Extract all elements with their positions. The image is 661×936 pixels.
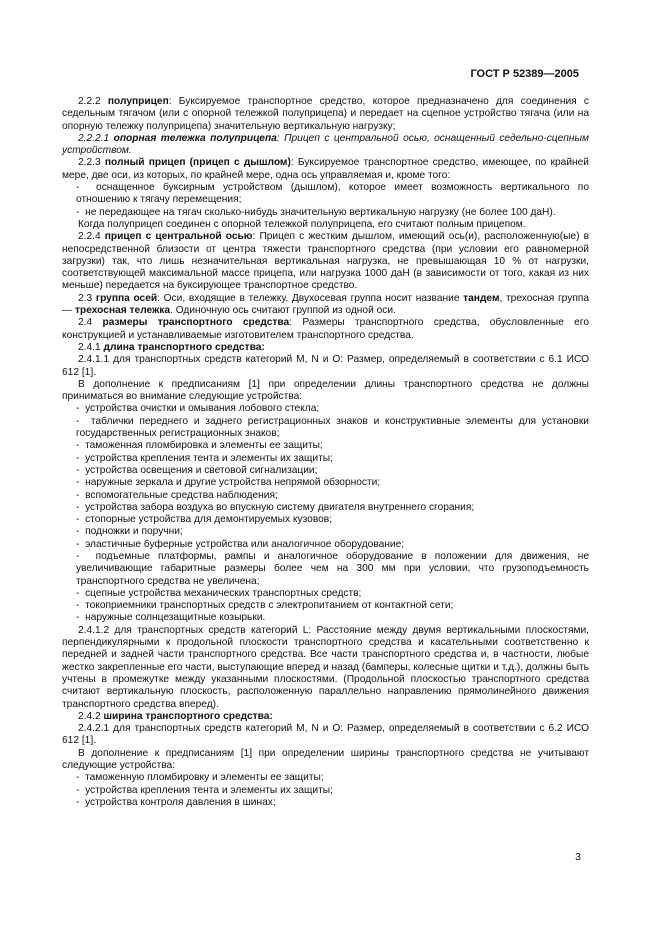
document-body [62, 96, 589, 809]
text-run: 2.2.2 [78, 96, 108, 107]
list-item [62, 453, 589, 465]
term-emphasis: полуприцеп [107, 96, 169, 107]
text-run: устройства освещения и световой сигнализации; [85, 464, 318, 476]
list-item [62, 526, 589, 538]
paragraph [62, 231, 589, 292]
list-item [62, 477, 589, 489]
paragraph [62, 379, 589, 404]
text-run: . Одиночную ось считают группой из одной оси. [170, 305, 396, 317]
text-run: 2.4.1.2 для транспортных средств категорий L: Расстояние между двумя вертикальными плоскостями, перпендикулярными к продольной плоскости транспортного средства и касательными соответственно к передней и задней части транспортного средства. Все части транспортного средства и, в частности, любые жестко закрепленные его части, выступающие вперед и назад (бамперы, колесные щитки и т.д.), должны быть учтены в промежутке между указанными плоскостями. (Продольной плоскостью транспортного средства считают вертикальную плоскость, расположенную параллельно направлению прямолинейного движения транспортного средства вперед). [62, 624, 589, 710]
text-run: подножки и поручни; [85, 526, 183, 538]
text-run: эластичные буферные устройства или аналогичное оборудование; [85, 538, 405, 550]
paragraph [62, 354, 589, 379]
paragraph [62, 723, 589, 748]
text-run: наружные солнцезащитные козырьки. [85, 612, 266, 624]
text-run: стопорные устройства для демонтируемых кузовов; [85, 514, 333, 526]
text-run: : Буксируемое транспортное средство, которое предназначено для соединения с седельным тягачом (или с опорной тележкой полуприцепа) и передает на сцепное устройство тягача (или на опорную тележку полуприцепа) значительную вертикальную нагрузку; [62, 96, 589, 132]
paragraph [62, 293, 589, 318]
text-run: не передающее на тягач сколько-нибудь значительную вертикальную нагрузку (не более 100 даН). [85, 206, 556, 218]
text-run: оснащенное буксирным устройством (дышлом), которое имеет возможность вертикального по отношению к тягачу перемещения; [76, 182, 589, 206]
list-item [62, 182, 589, 207]
paragraph [62, 157, 589, 182]
term-emphasis: опорная тележка полуприцепа [113, 132, 277, 144]
text-run: наружные зеркала и другие устройства непрямой обзорности; [85, 477, 381, 489]
paragraph [62, 625, 589, 711]
list-item [62, 588, 589, 600]
list-item [62, 440, 589, 452]
list-item [62, 772, 589, 784]
text-run: подъемные платформы, рампы и аналогичное оборудование в положении для движения, не увеличивающие габаритные размеры более чем на 300 мм при условии, что грузоподъемность транспортного средства не увеличена; [76, 550, 589, 587]
list-item [62, 416, 589, 441]
list-item [62, 600, 589, 612]
text-run: вспомогательные средства наблюдения; [85, 489, 278, 501]
list-item [62, 490, 589, 502]
text-run: таможенную пломбировку и элементы ее защиты; [85, 772, 324, 784]
text-run: устройства забора воздуха во впускную систему двигателя внутреннего сгорания; [85, 501, 475, 513]
list-item [62, 403, 589, 415]
text-run: 2.4 [78, 317, 103, 329]
text-run: устройства крепления тента и элементы их защиты; [85, 452, 333, 464]
paragraph [62, 317, 589, 342]
term-emphasis: группа осей [95, 292, 158, 304]
term-emphasis: ширина транспортного средства: [103, 710, 273, 722]
text-run: Когда полуприцеп соединен с опорной тележкой полуприцепа, его считают полным прицепом. [78, 218, 526, 230]
text-run: 2.4.2 [78, 710, 104, 722]
term-emphasis: : Прицеп с центральной осью, оснащенный седельно-сцепным устройством. [62, 132, 589, 157]
text-run: 2.4.1.1 для транспортных средств категорий M, N и O: Размер, определяемый в соответствии с 6.1 ИСО 612 [1]. [62, 354, 589, 378]
text-run: : Оси, входящие в тележку. Двухосевая группа носит название [157, 292, 464, 304]
list-item [62, 539, 589, 551]
list-item [62, 502, 589, 514]
text-run: 2.4.1 [78, 341, 104, 353]
term-emphasis: трехосная тележка [75, 305, 171, 317]
text-run: токоприемники транспортных средств с электропитанием от контактной сети; [85, 600, 454, 612]
list-item [62, 797, 589, 809]
list-item [62, 551, 589, 588]
paragraph [62, 133, 589, 158]
list-item [62, 612, 589, 624]
text-run: 2.2.4 [78, 231, 105, 243]
paragraph [62, 96, 589, 133]
text-run: 2.2.3 [78, 157, 105, 169]
text-run: В дополнение к предписаниям [1] при определении ширины транспортного средства не учитывают следующие устройства: [62, 747, 589, 772]
text-run: : Размеры транспортного средства, обусловленные его конструкцией и устанавливаемые изготовителем транспортного средства. [62, 317, 589, 341]
text-run: сцепные устройства механических транспортных средств; [85, 587, 362, 599]
list-item [62, 514, 589, 526]
term-emphasis: полный прицеп (прицеп с дышлом) [104, 157, 291, 169]
term-emphasis: размеры транспортного средства [102, 317, 290, 329]
list-item [62, 465, 589, 477]
text-run: устройства крепления тента и элементы их защиты; [85, 784, 333, 796]
text-run: устройства очистки и омывания лобового стекла; [85, 403, 320, 415]
text-run: устройства контроля давления в шинах; [85, 796, 276, 808]
term-emphasis: прицеп с центральной осью [104, 231, 253, 243]
text-run: таблички переднего и заднего регистрационных знаков и конструктивные элементы для установки государственных регистрационных знаков; [76, 415, 589, 440]
paragraph [62, 342, 589, 354]
list-item [62, 207, 589, 219]
text-run: В дополнение к предписаниям [1] при определении длины транспортного средства не должны приниматься во внимание следующие устройства: [62, 378, 589, 403]
text-run: 2.4.2.1 для транспортных средств категорий M, N и O: Размер, определяемый в соответствии с 6.2 ИСО 612 [1]. [62, 723, 589, 747]
list-item [62, 785, 589, 797]
standard-header: ГОСТ Р 52389—2005 [470, 68, 579, 80]
term-emphasis: 2.2.2.1 [78, 132, 114, 144]
text-run: , трехосная группа — [62, 292, 590, 317]
text-run: таможенная пломбировка и элементы ее защиты; [85, 440, 323, 452]
paragraph [62, 748, 589, 773]
term-emphasis: длина транспортного средства: [103, 341, 265, 353]
text-run: 2.3 [78, 292, 96, 304]
text-run: : Буксируемое транспортное средство, имеющее, по крайней мере, две оси, из которых, по крайней мере, одна ось управляемая и, кроме того: [62, 157, 589, 181]
paragraph [62, 711, 589, 723]
text-run: : Прицеп с жестким дышлом, имеющий ось(и), расположенную(ые) в непосредственной близости от центра тяжести транспортного средства (при условии его равномерной загрузки) так, что лишь незначительная вертикальная нагрузка, не превышающая 10 % от нагрузки, соответствующей максимальной массе прицепа, или нагрузка 1000 даН (в зависимости от того, какая из них меньше) передается на буксирующее транспортное средство. [62, 231, 589, 292]
term-emphasis: тандем [463, 292, 500, 304]
paragraph [62, 219, 589, 231]
page-number: 3 [575, 851, 581, 863]
